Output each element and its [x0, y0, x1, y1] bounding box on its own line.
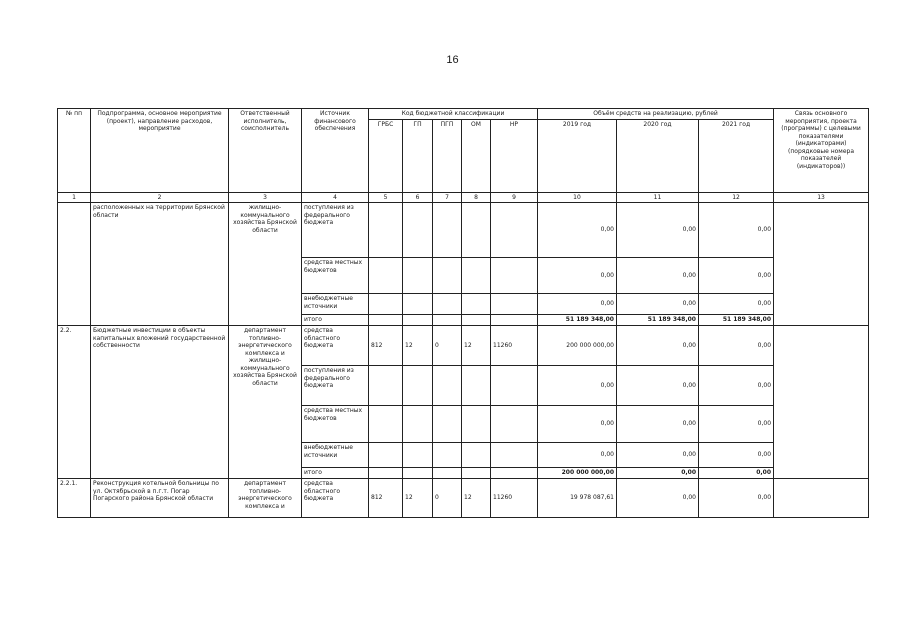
row-num: 2.2.1. — [58, 479, 91, 518]
code-pgp: 0 — [433, 326, 462, 366]
col-number: 2 — [91, 192, 229, 203]
total-2020: 51 189 348,00 — [617, 315, 699, 326]
table-row — [58, 326, 869, 366]
value-2021: 0,00 — [699, 406, 774, 443]
col-number: 1 — [58, 192, 91, 203]
code-om: 12 — [462, 479, 491, 518]
header-om: ОМ — [462, 119, 491, 192]
code-om: 12 — [462, 326, 491, 366]
header-2021: 2021 год — [699, 119, 774, 192]
row-source: внебюджетные источники — [302, 294, 369, 315]
header-source: Источник финансового обеспечения — [302, 109, 369, 193]
header-pgp: ПГП — [433, 119, 462, 192]
value-2019: 0,00 — [538, 443, 617, 468]
row-executor: жилищно-коммунального хозяйства Брянской области — [229, 203, 302, 326]
total-2020: 0,00 — [617, 468, 699, 479]
value-2020: 0,00 — [617, 203, 699, 258]
value-2021: 0,00 — [699, 294, 774, 315]
row-source: поступления из федерального бюджета — [302, 203, 369, 258]
value-2021: 0,00 — [699, 479, 774, 518]
row-link — [774, 479, 869, 518]
header-grbs: ГРБС — [369, 119, 403, 192]
col-number: 3 — [229, 192, 302, 203]
code-grbs: 812 — [369, 479, 403, 518]
page-number: 16 — [446, 54, 459, 66]
value-2020: 0,00 — [617, 294, 699, 315]
row-executor: департамент топливно-энергетического комплекса и — [229, 479, 302, 518]
value-2021: 0,00 — [699, 326, 774, 366]
value-2019: 200 000 000,00 — [538, 326, 617, 366]
column-number-row — [58, 192, 869, 203]
col-number: 10 — [538, 192, 617, 203]
value-2021: 0,00 — [699, 366, 774, 406]
header-link: Связь основного мероприятия, проекта (программы) с целевыми показателями (индикаторами) (порядковые номера показателей (индикаторов)) — [774, 109, 869, 193]
value-2020: 0,00 — [617, 479, 699, 518]
header-volume: Объём средств на реализацию, рублей — [538, 109, 774, 120]
header-num: № пп — [58, 109, 91, 193]
code-grbs: 812 — [369, 326, 403, 366]
header-executor: Ответственный исполнитель, соисполнитель — [229, 109, 302, 193]
value-2020: 0,00 — [617, 443, 699, 468]
value-2020: 0,00 — [617, 406, 699, 443]
col-number: 7 — [433, 192, 462, 203]
total-2021: 0,00 — [699, 468, 774, 479]
value-2019: 0,00 — [538, 203, 617, 258]
header-row — [58, 109, 869, 120]
value-2021: 0,00 — [699, 203, 774, 258]
value-2019: 0,00 — [538, 258, 617, 294]
col-number: 12 — [699, 192, 774, 203]
header-2020: 2020 год — [617, 119, 699, 192]
value-2019: 0,00 — [538, 366, 617, 406]
col-number: 6 — [403, 192, 433, 203]
value-2020: 0,00 — [617, 366, 699, 406]
total-2019: 200 000 000,00 — [538, 468, 617, 479]
value-2021: 0,00 — [699, 443, 774, 468]
col-number: 5 — [369, 192, 403, 203]
total-2019: 51 189 348,00 — [538, 315, 617, 326]
total-2021: 51 189 348,00 — [699, 315, 774, 326]
code-np: 11260 — [491, 326, 538, 366]
value-2019: 0,00 — [538, 406, 617, 443]
col-number: 13 — [774, 192, 869, 203]
value-2019: 19 978 087,61 — [538, 479, 617, 518]
row-num — [58, 203, 91, 326]
table-row — [58, 479, 869, 518]
row-source: средства областного бюджета — [302, 326, 369, 366]
row-program: Реконструкция котельной больницы по ул. Октябрьской в п.г.т. Погар Погарского района Брянской области — [91, 479, 229, 518]
row-num: 2.2. — [58, 326, 91, 479]
value-2020: 0,00 — [617, 326, 699, 366]
total-label: итого — [302, 315, 369, 326]
header-2019: 2019 год — [538, 119, 617, 192]
code-np: 11260 — [491, 479, 538, 518]
total-label: итого — [302, 468, 369, 479]
row-source: средства областного бюджета — [302, 479, 369, 518]
row-source: внебюджетные источники — [302, 443, 369, 468]
budget-table — [57, 108, 869, 518]
col-number: 11 — [617, 192, 699, 203]
col-number: 9 — [491, 192, 538, 203]
value-2021: 0,00 — [699, 258, 774, 294]
header-program: Подпрограмма, основное мероприятие (проект), направление расходов, мероприятие — [91, 109, 229, 193]
value-2019: 0,00 — [538, 294, 617, 315]
code-pgp: 0 — [433, 479, 462, 518]
code-gp: 12 — [403, 479, 433, 518]
col-number: 8 — [462, 192, 491, 203]
code-gp: 12 — [403, 326, 433, 366]
row-program: Бюджетные инвестиции в объекты капитальных вложений государственной собственности — [91, 326, 229, 479]
table-row — [58, 203, 869, 258]
row-source: средства местных бюджетов — [302, 406, 369, 443]
row-link — [774, 326, 869, 479]
header-budget-code: Код бюджетной классификации — [369, 109, 538, 120]
row-program: расположенных на территории Брянской области — [91, 203, 229, 326]
header-gp: ГП — [403, 119, 433, 192]
row-executor: департамент топливно-энергетического комплекса и жилищно-коммунального хозяйства Брянской области — [229, 326, 302, 479]
row-source: средства местных бюджетов — [302, 258, 369, 294]
value-2020: 0,00 — [617, 258, 699, 294]
row-link — [774, 203, 869, 326]
header-np: НР — [491, 119, 538, 192]
col-number: 4 — [302, 192, 369, 203]
row-source: поступления из федерального бюджета — [302, 366, 369, 406]
